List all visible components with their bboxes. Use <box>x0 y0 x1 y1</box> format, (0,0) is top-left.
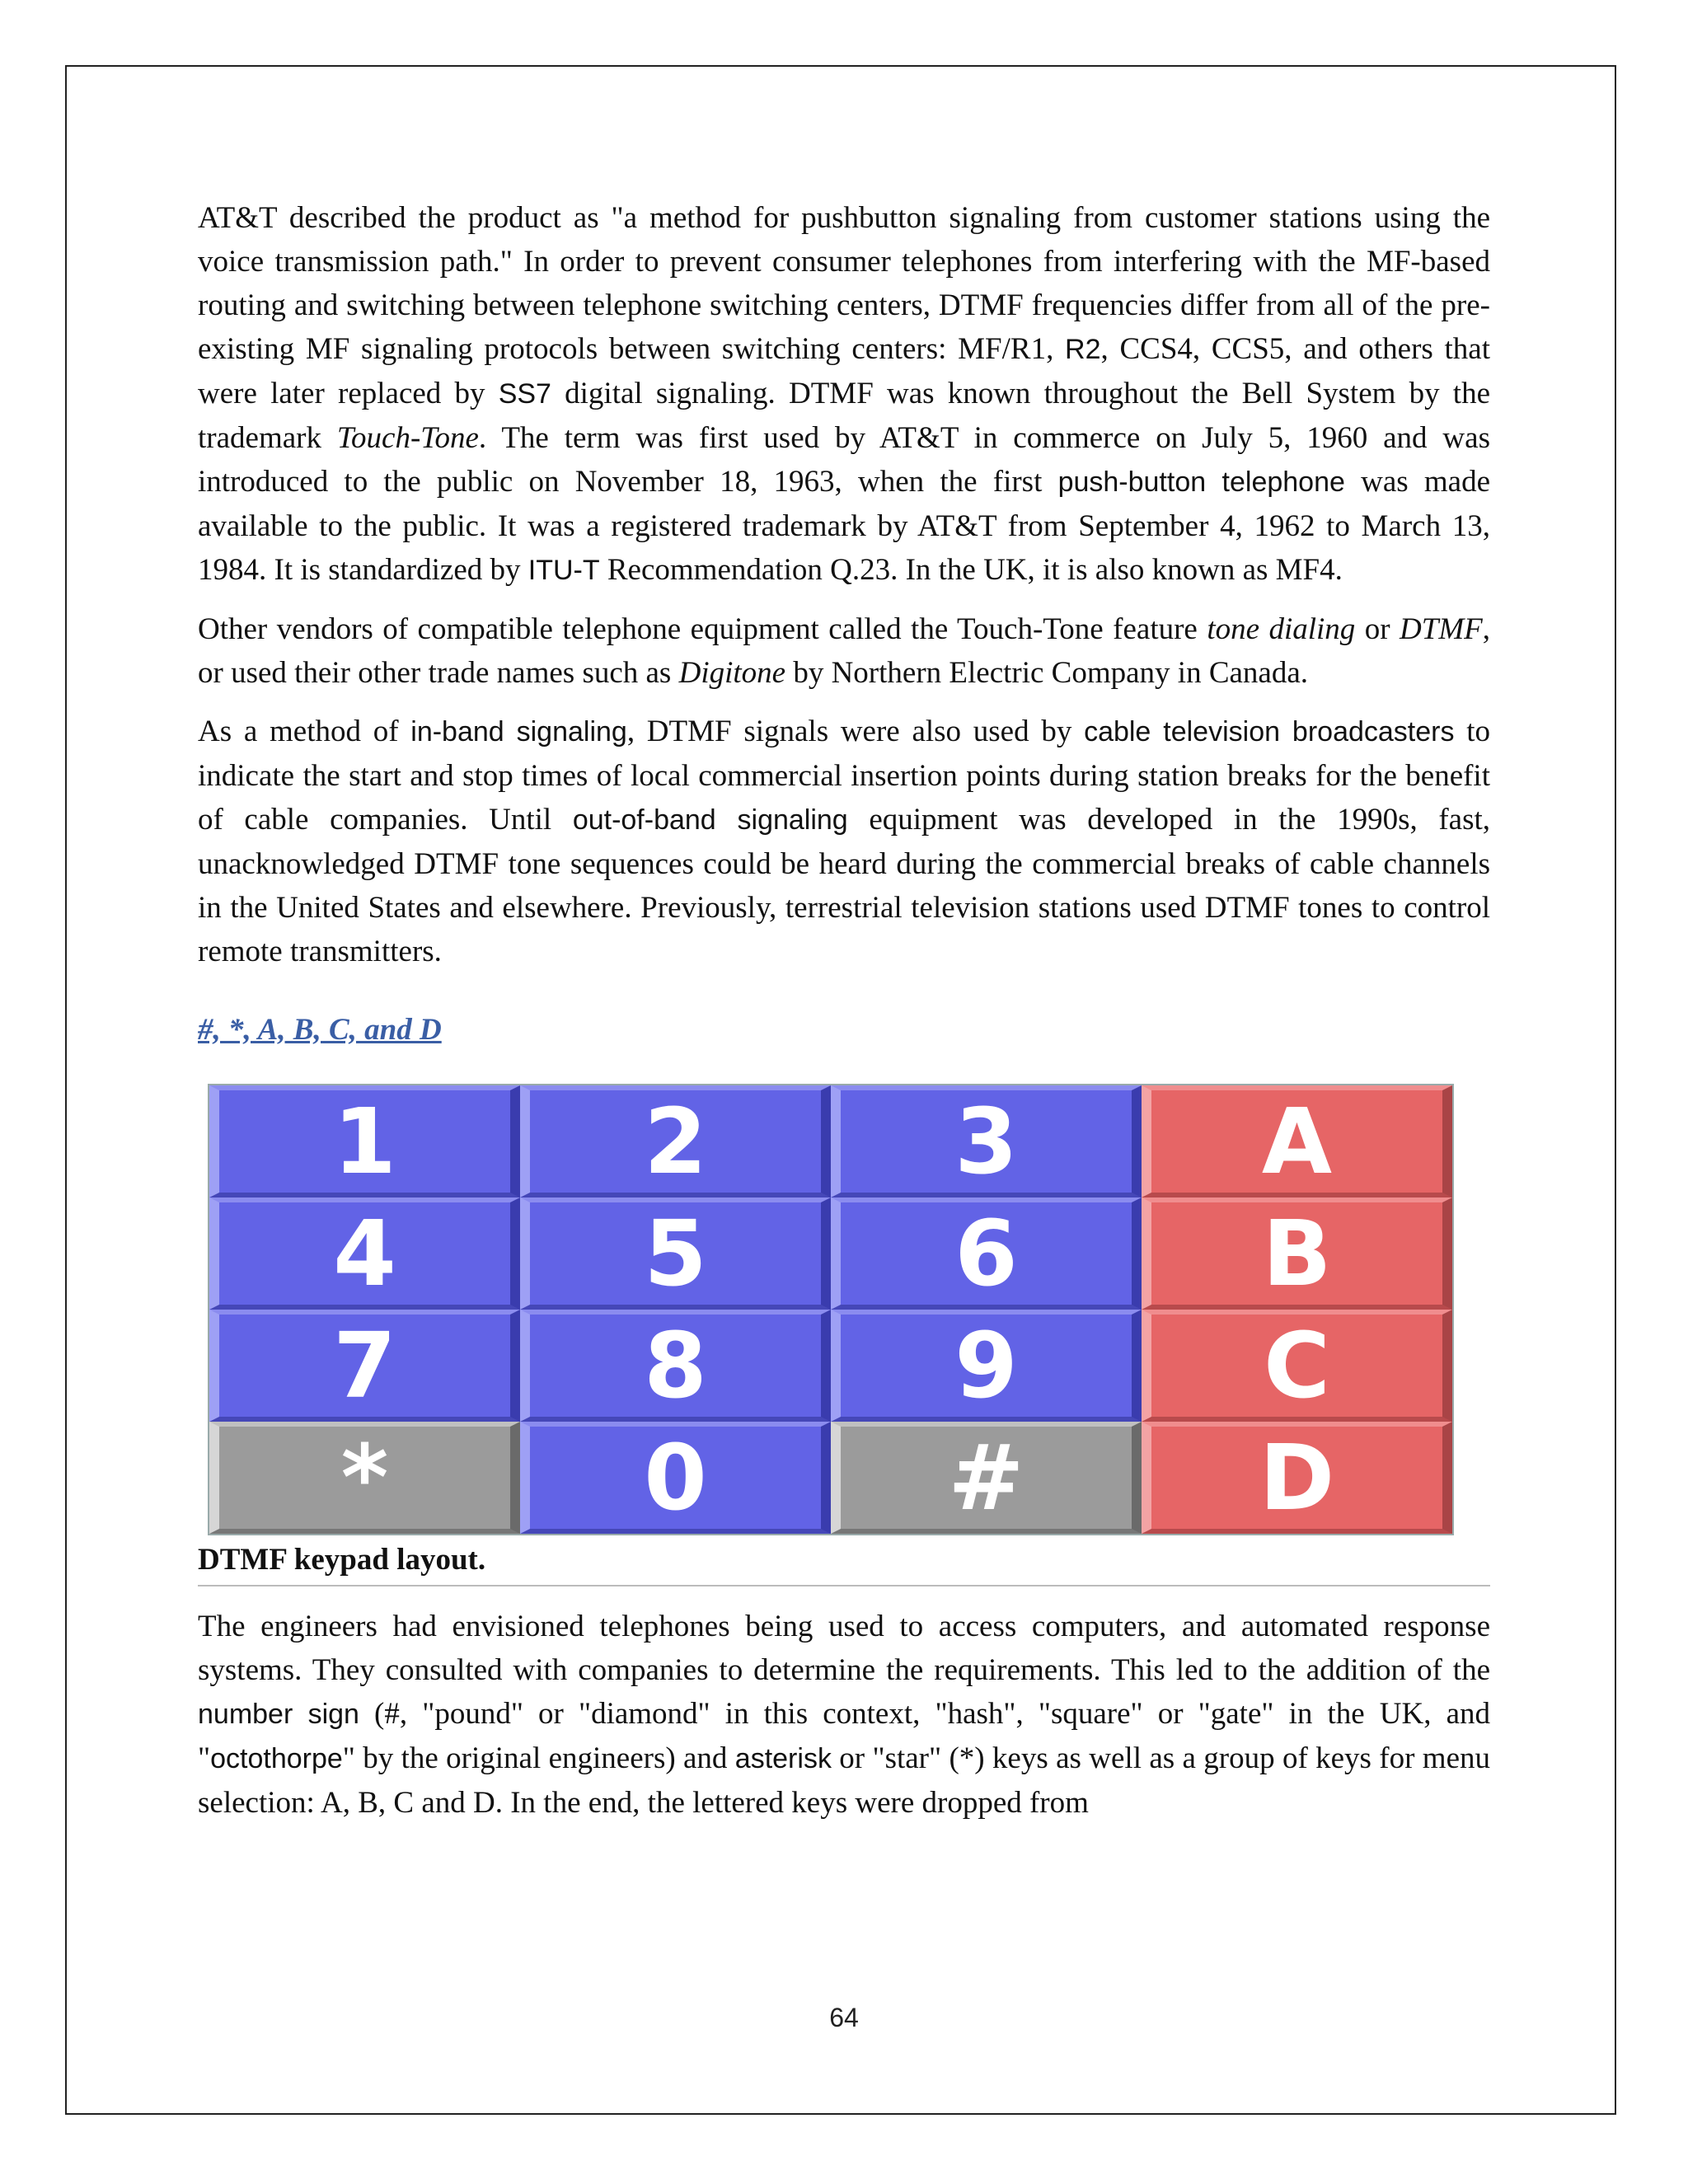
term-dtmf: DTMF <box>1400 612 1483 646</box>
key-2: 2 <box>520 1085 831 1197</box>
link-cable-television-broadcasters[interactable]: cable television broadcasters <box>1084 716 1455 748</box>
text: digital signaling. DTMF was known throughout the Bell System by the trademark <box>198 377 1491 455</box>
text: was made available to the public. It was a registered trademark by AT&T from September 4, 1962 to March 13, 1984. It is standardized by <box>198 465 1490 587</box>
key-9: 9 <box>831 1310 1142 1422</box>
dtmf-keypad-image <box>208 1084 1454 1535</box>
text: to indicate the start and stop times of local commercial insertion points during station breaks for the benefit of cable companies. Until <box>198 715 1490 837</box>
text: As a method of <box>198 715 411 748</box>
key-6: 6 <box>831 1197 1142 1310</box>
key-8: 8 <box>520 1310 831 1422</box>
key-4: 4 <box>209 1197 520 1310</box>
key-star: * <box>209 1422 520 1534</box>
key-c: C <box>1142 1310 1452 1422</box>
key-b: B <box>1142 1197 1452 1310</box>
page-number: 64 <box>829 2003 859 2032</box>
text: , or used their other trade names such as <box>198 612 1491 690</box>
term-digitone: Digitone <box>678 656 786 690</box>
link-number-sign[interactable]: number sign <box>198 1699 359 1730</box>
page-content <box>198 196 1490 1840</box>
key-7: 7 <box>209 1310 520 1422</box>
paragraph-2 <box>198 607 1490 695</box>
key-0: 0 <box>520 1422 831 1534</box>
key-5: 5 <box>520 1197 831 1310</box>
text: or "star" (*) keys as well as a group of keys for menu selection: A, B, C and D. In the end, the lettered keys were dropped from <box>198 1741 1490 1820</box>
paragraph-4 <box>198 1605 1490 1825</box>
link-octothorpe[interactable]: octothorpe <box>210 1743 343 1774</box>
text: Other vendors of compatible telephone equipment called the Touch-Tone feature <box>198 612 1207 646</box>
link-itu-t[interactable]: ITU-T <box>528 555 600 586</box>
key-d: D <box>1142 1422 1452 1534</box>
text: . The term was first used by AT&T in commerce on July 5, 1960 and was introduced to the public on November 18, 1963, when the first <box>198 421 1490 499</box>
text: AT&T described the product as "a method for pushbutton signaling from customer stations using the voice transmission path." In order to prevent consumer telephones from interfering with the MF-based routing and switching between telephone switching centers, DTMF frequencies differ from all of the pre-existing MF signaling protocols between switching centers: MF/R1, <box>198 201 1490 366</box>
term-tone-dialing: tone dialing <box>1207 612 1356 646</box>
key-3: 3 <box>831 1085 1142 1197</box>
text: , DTMF signals were also used by <box>626 715 1085 748</box>
key-hash: # <box>831 1422 1142 1534</box>
paragraph-1 <box>198 196 1490 593</box>
text: equipment was developed in the 1990s, fast, unacknowledged DTMF tone sequences could be heard during the commercial breaks of cable channels in the United States and elsewhere. Previously, terrestrial television stations used DTMF tones to control remote transmitters. <box>198 803 1490 968</box>
text: " by the original engineers) and <box>342 1741 735 1775</box>
link-in-band-signaling[interactable]: in-band signaling <box>410 716 627 748</box>
text: or <box>1355 612 1400 646</box>
term-touch-tone: Touch-Tone <box>336 421 479 455</box>
link-ss7[interactable]: SS7 <box>498 378 551 410</box>
text: Recommendation Q.23. In the UK, it is also known as MF4. <box>599 553 1343 587</box>
link-push-button-telephone[interactable]: push-button telephone <box>1057 466 1345 498</box>
link-out-of-band-signaling[interactable]: out-of-band signaling <box>572 804 848 836</box>
figure-caption: DTMF keypad layout. <box>198 1540 1490 1586</box>
text: (#, "pound" or "diamond" in this context, "hash", "square" or "gate" in the UK, and " <box>198 1697 1490 1775</box>
text: , CCS4, CCS5, and others that were later replaced by <box>198 332 1490 410</box>
section-heading[interactable]: #, *, A, B, C, and D <box>198 1013 442 1047</box>
key-a: A <box>1142 1085 1452 1197</box>
key-1: 1 <box>209 1085 520 1197</box>
text: by Northern Electric Company in Canada. <box>785 656 1309 690</box>
paragraph-3 <box>198 710 1490 973</box>
link-r2[interactable]: R2 <box>1065 334 1101 365</box>
text: The engineers had envisioned telephones being used to access computers, and automated response systems. They consulted with companies to determine the requirements. This led to the addition of the <box>198 1610 1490 1687</box>
link-asterisk[interactable]: asterisk <box>734 1743 832 1774</box>
